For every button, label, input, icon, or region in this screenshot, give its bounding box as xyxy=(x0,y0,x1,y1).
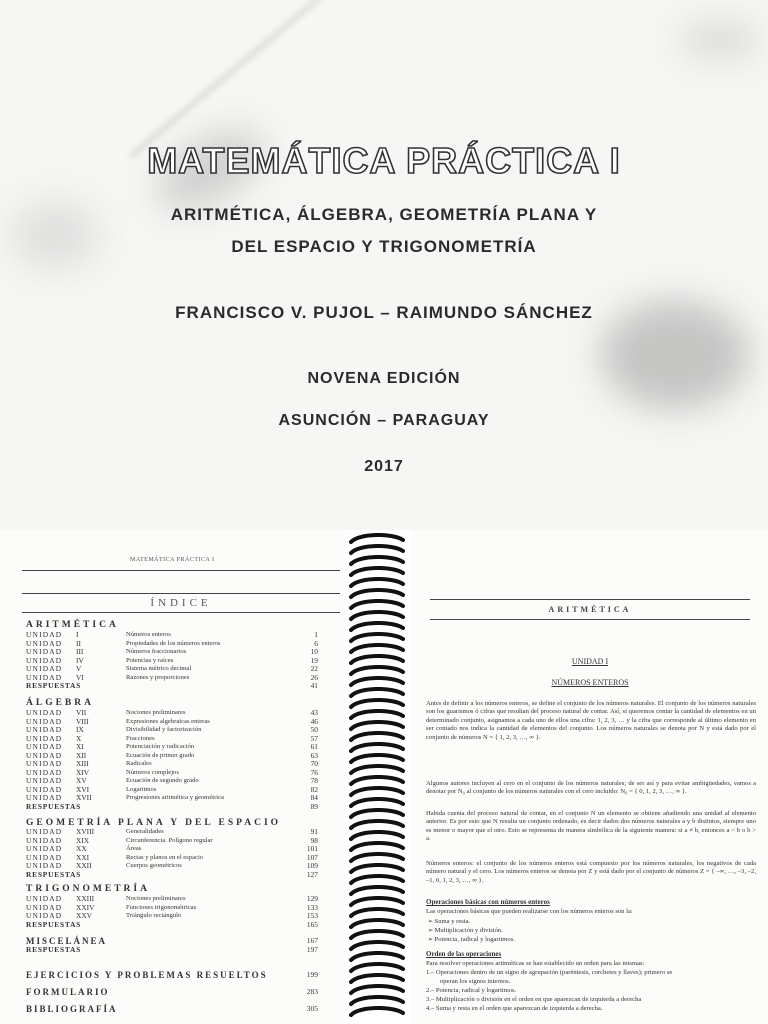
entry-title: BIBLIOGRAFÍA xyxy=(26,1004,118,1014)
spiral-coil xyxy=(351,711,403,718)
spiral-coil xyxy=(351,623,403,630)
index-entry-ejercicios xyxy=(26,970,318,980)
chapter-page xyxy=(410,530,768,1024)
index-row xyxy=(26,769,318,778)
spiral-coil xyxy=(351,612,403,619)
spiral-coil xyxy=(351,744,403,751)
order-item: 1.– Operaciones dentro de un signo de agrupación (paréntesis, corchetes y llaves); primero se xyxy=(426,969,673,976)
unit-number: IX xyxy=(76,725,84,734)
spiral-coil xyxy=(351,865,403,872)
page-number: 57 xyxy=(310,733,318,743)
index-row xyxy=(26,752,318,761)
unit-number: I xyxy=(76,630,79,639)
spiral-coil xyxy=(351,843,403,850)
index-row xyxy=(26,631,318,640)
unit-label: UNIDAD xyxy=(26,725,63,734)
spiral-coil xyxy=(351,821,403,828)
entry-page: 305 xyxy=(306,1004,318,1013)
spiral-coil xyxy=(351,678,403,685)
page-number: 6 xyxy=(314,638,318,648)
page-number: 1 xyxy=(314,630,318,639)
unit-label: UNIDAD xyxy=(26,664,63,673)
page-number: 133 xyxy=(306,902,318,912)
spiral-coil xyxy=(351,601,403,608)
index-row xyxy=(26,735,318,744)
divider xyxy=(22,612,340,613)
section-title-algebra: ÁLGEBRA xyxy=(26,698,94,708)
spiral-coil xyxy=(351,975,403,982)
unit-topic: Propiedades de los números enteros xyxy=(126,639,221,647)
unit-number: XVI xyxy=(76,784,90,794)
unit-label: UNIDAD xyxy=(26,630,63,639)
spiral-coil xyxy=(351,920,403,927)
index-row xyxy=(26,726,318,735)
divider xyxy=(430,619,750,620)
section-title-trigonometria: TRIGONOMETRÍA xyxy=(26,884,150,894)
unit-label: UNIDAD xyxy=(26,776,63,785)
order-heading: Orden de las operaciones xyxy=(426,950,502,958)
spiral-coil xyxy=(351,634,403,641)
paragraph-1: Antes de definir a los números enteros, se define el conjunto de los números naturales. El conjunto de los números naturales son los guarismos ó cifras que resultan del proceso natural de contar. Así, si queremos contar la cantidad de elementos en un determinado conjunto, asignamos a cada uno de ellos una cifra: 1, 2, 3, … y la cifra que corresponde al último elemento en ser contado nos indica la cantidad de elementos del conjunto. Los números naturales se denota por N y está dado por el conjunto de números N = { 1, 2, 3, …, ∞ }. xyxy=(426,700,756,741)
spiral-coil xyxy=(351,810,403,817)
page-number: 43 xyxy=(310,708,318,717)
unit-number: XXII xyxy=(76,861,92,870)
page-number: 82 xyxy=(310,784,318,794)
spiral-coil xyxy=(351,1008,403,1015)
unit-number: II xyxy=(76,638,81,648)
index-entry-formulario xyxy=(26,987,318,997)
respuestas-row xyxy=(26,682,318,691)
page-number: 84 xyxy=(310,793,318,802)
respuestas-label: RESPUESTAS xyxy=(26,945,82,954)
unit-label: UNIDAD xyxy=(26,733,63,743)
spiral-coil xyxy=(351,777,403,784)
chapter-section-title: ARITMÉTICA xyxy=(548,605,632,614)
unit-number: XIV xyxy=(76,767,90,777)
spiral-coil xyxy=(351,645,403,652)
unit-number: III xyxy=(76,647,84,656)
divider xyxy=(22,570,340,571)
page-number: 19 xyxy=(310,655,318,665)
unit-label: UNIDAD xyxy=(26,911,63,920)
spiral-binding xyxy=(345,530,410,1024)
paragraph-2: Algunos autores incluyen al cero en el conjunto de los números naturales; de ser así y para evitar ambigüedades, vamos a denotar por N₀ al conjunto de los números naturales con el cero incluido: N₀ = { 0, 1, 2, 3, …, ∞ }. xyxy=(426,780,756,796)
index-row xyxy=(26,657,318,666)
unit-topic: Razones y proporciones xyxy=(126,673,190,681)
unit-topic: Triángulo rectángulo xyxy=(126,912,182,919)
open-book-spread xyxy=(0,530,768,1024)
paragraph-3: Habida cuenta del proceso natural de contar, en el conjunto N un elemento se obtiene añadiendo una unidad al elemento anterior. Es por esto que N resulta un conjunto ordenado, es decir dados dos números naturales a y b distintos, siempre uno es menor o mayor que el otro. Esto se representa de manera simbólica de la siguiente manera: si a ≠ b, entonces a < b o b > a. xyxy=(426,810,756,843)
index-entry-bibliografia xyxy=(26,1004,318,1014)
unit-topic: Números enteros xyxy=(126,631,171,638)
page-number: 63 xyxy=(310,750,318,760)
spiral-coil xyxy=(351,557,403,564)
unit-topic: Logaritmos xyxy=(126,785,157,793)
page-number: 22 xyxy=(310,664,318,673)
respuestas-miscelanea xyxy=(26,946,318,955)
spiral-coil xyxy=(351,546,403,553)
index-row xyxy=(26,895,318,904)
entry-title: MISCELÁNEA xyxy=(26,936,108,946)
unit-label: UNIDAD xyxy=(26,716,63,726)
spiral-coil xyxy=(351,733,403,740)
unit-number: XXIV xyxy=(76,902,95,912)
unit-topic: Fracciones xyxy=(126,734,155,742)
unit-topic: Cuerpos geométricos xyxy=(126,862,182,869)
index-row xyxy=(26,845,318,854)
unit-topic: Ecuación de primer grado xyxy=(126,751,195,759)
index-row xyxy=(26,786,318,795)
unit-label: UNIDAD xyxy=(26,827,63,836)
section-title-geometria: GEOMETRÍA PLANA Y DEL ESPACIO xyxy=(26,818,282,828)
unit-topic: Potencias y raíces xyxy=(126,656,174,664)
unit-topic: Números complejos xyxy=(126,768,179,776)
unit-number: XIII xyxy=(76,759,89,768)
spiral-coil xyxy=(351,535,403,542)
unit-label: UNIDAD xyxy=(26,902,63,912)
operation-item: ➢ Multiplicación y división. xyxy=(428,927,503,934)
page-number: 76 xyxy=(310,767,318,777)
spiral-coil xyxy=(351,722,403,729)
unit-number: XV xyxy=(76,776,87,785)
index-row xyxy=(26,904,318,913)
unit-number: XX xyxy=(76,844,87,853)
spiral-coil xyxy=(351,832,403,839)
entry-page: 167 xyxy=(306,936,318,945)
page-number: 26 xyxy=(310,672,318,682)
page-number: 98 xyxy=(310,835,318,845)
order-intro: Para resolver operaciones aritméticas se han establecido un orden para las mismas: xyxy=(426,960,645,967)
respuestas-row xyxy=(26,871,318,880)
unit-label: UNIDAD xyxy=(26,784,63,794)
spiral-coil xyxy=(351,876,403,883)
page-number: 50 xyxy=(310,725,318,734)
index-row xyxy=(26,648,318,657)
cover-place: ASUNCIÓN – PARAGUAY xyxy=(278,412,490,429)
page-number: 46 xyxy=(310,716,318,726)
page-number: 91 xyxy=(310,827,318,836)
unit-topic: Sistema métrico decimal xyxy=(126,665,192,672)
page-number: 10 xyxy=(310,647,318,656)
unit-number: VIII xyxy=(76,716,89,726)
cover-title: MATEMÁTICA PRÁCTICA I xyxy=(147,140,621,181)
divider xyxy=(22,593,340,594)
unit-label: UNIDAD xyxy=(26,844,63,853)
spiral-coil xyxy=(351,942,403,949)
spiral-coil xyxy=(351,568,403,575)
index-row xyxy=(26,828,318,837)
respuestas-label: RESPUESTAS xyxy=(26,919,82,929)
page-number: 107 xyxy=(306,852,318,862)
respuestas-page: 197 xyxy=(306,945,318,954)
unit-topic: Circunferencia. Polígono regular xyxy=(126,836,213,844)
spiral-coil xyxy=(351,997,403,1004)
unit-topic: Nociones preliminares xyxy=(126,709,186,716)
spiral-coil xyxy=(351,964,403,971)
unit-number: VI xyxy=(76,672,84,682)
cover-authors: FRANCISCO V. PUJOL – RAIMUNDO SÁNCHEZ xyxy=(175,303,593,322)
unit-label: UNIDAD xyxy=(26,835,63,845)
index-page xyxy=(0,530,345,1024)
spiral-coil xyxy=(351,898,403,905)
operations-heading: Operaciones básicas con números enteros xyxy=(426,898,550,906)
spiral-coil xyxy=(351,667,403,674)
spiral-coil xyxy=(351,590,403,597)
operation-item: ➢ Potencia, radical y logaritmos. xyxy=(428,936,515,943)
page-number: 109 xyxy=(306,861,318,870)
unit-topic: Divisibilidad y factorización xyxy=(126,726,202,733)
spiral-coil xyxy=(351,700,403,707)
unit-topic: Rectas y planos en el espacio xyxy=(126,853,204,861)
index-row xyxy=(26,718,318,727)
respuestas-page: 89 xyxy=(310,801,318,811)
spiral-coil xyxy=(351,986,403,993)
page-number: 70 xyxy=(310,759,318,768)
index-row xyxy=(26,837,318,846)
respuestas-page: 165 xyxy=(306,919,318,929)
cover-edition: NOVENA EDICIÓN xyxy=(307,370,461,387)
spiral-coil xyxy=(351,953,403,960)
unit-number: XII xyxy=(76,750,87,760)
respuestas-page: 41 xyxy=(310,681,318,690)
unit-label: UNIDAD xyxy=(26,861,63,870)
page-number: 61 xyxy=(310,742,318,751)
unit-label: UNIDAD I xyxy=(571,657,609,666)
operations-intro: Las operaciones básicas que pueden realizarse con los números enteros son la: xyxy=(426,908,633,915)
unit-topic: Generalidades xyxy=(126,828,164,835)
unit-label: UNIDAD xyxy=(26,638,63,648)
respuestas-row xyxy=(26,803,318,812)
spiral-coil xyxy=(351,887,403,894)
section-title-aritmetica: ARITMÉTICA xyxy=(26,620,119,630)
index-row xyxy=(26,777,318,786)
spiral-coil xyxy=(351,689,403,696)
cover-subtitle-line-1: ARITMÉTICA, ÁLGEBRA, GEOMETRÍA PLANA Y xyxy=(170,205,598,224)
unit-number: IV xyxy=(76,655,84,665)
spiral-coil xyxy=(351,755,403,762)
index-row xyxy=(26,640,318,649)
unit-number: XIX xyxy=(76,835,90,845)
unit-number: XXI xyxy=(76,852,90,862)
spiral-coil xyxy=(351,909,403,916)
page-number: 129 xyxy=(306,894,318,903)
spiral-coil xyxy=(351,799,403,806)
respuestas-label: RESPUESTAS xyxy=(26,801,82,811)
unit-number: X xyxy=(76,733,82,743)
unit-label: UNIDAD xyxy=(26,793,63,802)
unit-topic: Progresiones aritmética y geométrica xyxy=(126,794,224,801)
index-row xyxy=(26,665,318,674)
unit-title: NÚMEROS ENTEROS xyxy=(551,678,629,687)
unit-topic: Números fraccionarios xyxy=(126,648,187,655)
unit-topic: Radicales xyxy=(126,760,152,767)
cover-year: 2017 xyxy=(364,458,404,475)
spiral-coil xyxy=(351,766,403,773)
entry-page: 199 xyxy=(306,970,318,979)
spiral-coil xyxy=(351,854,403,861)
order-item: 2.– Potencia, radical y logaritmos. xyxy=(426,987,517,994)
entry-title: EJERCICIOS Y PROBLEMAS RESUELTOS xyxy=(26,970,268,980)
unit-label: UNIDAD xyxy=(26,708,63,717)
index-row xyxy=(26,743,318,752)
unit-label: UNIDAD xyxy=(26,852,63,862)
unit-number: XVIII xyxy=(76,827,95,836)
unit-number: XI xyxy=(76,742,84,751)
order-item: operan los signos internos. xyxy=(440,978,511,985)
unit-number: XXV xyxy=(76,911,93,920)
unit-label: UNIDAD xyxy=(26,672,63,682)
spiral-coil xyxy=(351,656,403,663)
unit-topic: Ecuación de segundo grado xyxy=(126,777,199,784)
index-row xyxy=(26,854,318,863)
unit-topic: Expresiones algebraicas enteras xyxy=(126,717,210,725)
respuestas-label: RESPUESTAS xyxy=(26,869,82,879)
respuestas-page: 127 xyxy=(306,869,318,879)
operation-item: ➢ Suma y resta. xyxy=(428,918,470,925)
unit-number: V xyxy=(76,664,82,673)
paragraph-4: Números enteros: el conjunto de los números enteros está compuesto por los números naturales, los negativos de cada número natural y el cero. Los números enteros se denota por Z y está dado por el conjunto de números Z = { –∞, …, –3, –2, –1, 0, 1, 2, 3, …, ∞ }. xyxy=(426,860,756,884)
unit-label: UNIDAD xyxy=(26,742,63,751)
smudge xyxy=(680,20,760,60)
entry-page: 283 xyxy=(306,987,318,996)
spiral-coils xyxy=(345,530,410,1024)
unit-label: UNIDAD xyxy=(26,767,63,777)
unit-number: XXIII xyxy=(76,894,95,903)
order-item: 4.– Suma y resta en el orden que aparezcan de izquierda a derecha. xyxy=(426,1005,603,1012)
unit-label: UNIDAD xyxy=(26,750,63,760)
entry-title: FORMULARIO xyxy=(26,987,110,997)
unit-topic: Funciones trigonométricas xyxy=(126,903,197,911)
unit-topic: Nociones preliminares xyxy=(126,895,186,902)
order-item: 3.– Multiplicación o división en el orden en que aparezcan de izquierda a derecha xyxy=(426,996,642,1003)
respuestas-row xyxy=(26,921,318,930)
unit-number: XVII xyxy=(76,793,92,802)
page-number: 153 xyxy=(306,911,318,920)
unit-label: UNIDAD xyxy=(26,647,63,656)
unit-label: UNIDAD xyxy=(26,655,63,665)
unit-label: UNIDAD xyxy=(26,759,63,768)
index-title: ÍNDICE xyxy=(150,597,212,609)
running-header: MATEMÁTICA PRÁCTICA I xyxy=(130,557,215,563)
unit-number: VII xyxy=(76,708,87,717)
respuestas-label: RESPUESTAS xyxy=(26,681,82,690)
spiral-coil xyxy=(351,579,403,586)
unit-topic: Áreas xyxy=(126,845,142,852)
spiral-coil xyxy=(351,931,403,938)
unit-topic: Potenciación y radicación xyxy=(126,743,195,750)
page-number: 101 xyxy=(306,844,318,853)
cover-subtitle-line-2: DEL ESPACIO Y TRIGONOMETRÍA xyxy=(231,237,537,256)
spiral-coil xyxy=(351,788,403,795)
page-number: 78 xyxy=(310,776,318,785)
divider xyxy=(430,599,750,600)
index-row xyxy=(26,709,318,718)
unit-label: UNIDAD xyxy=(26,894,63,903)
index-row xyxy=(26,760,318,769)
